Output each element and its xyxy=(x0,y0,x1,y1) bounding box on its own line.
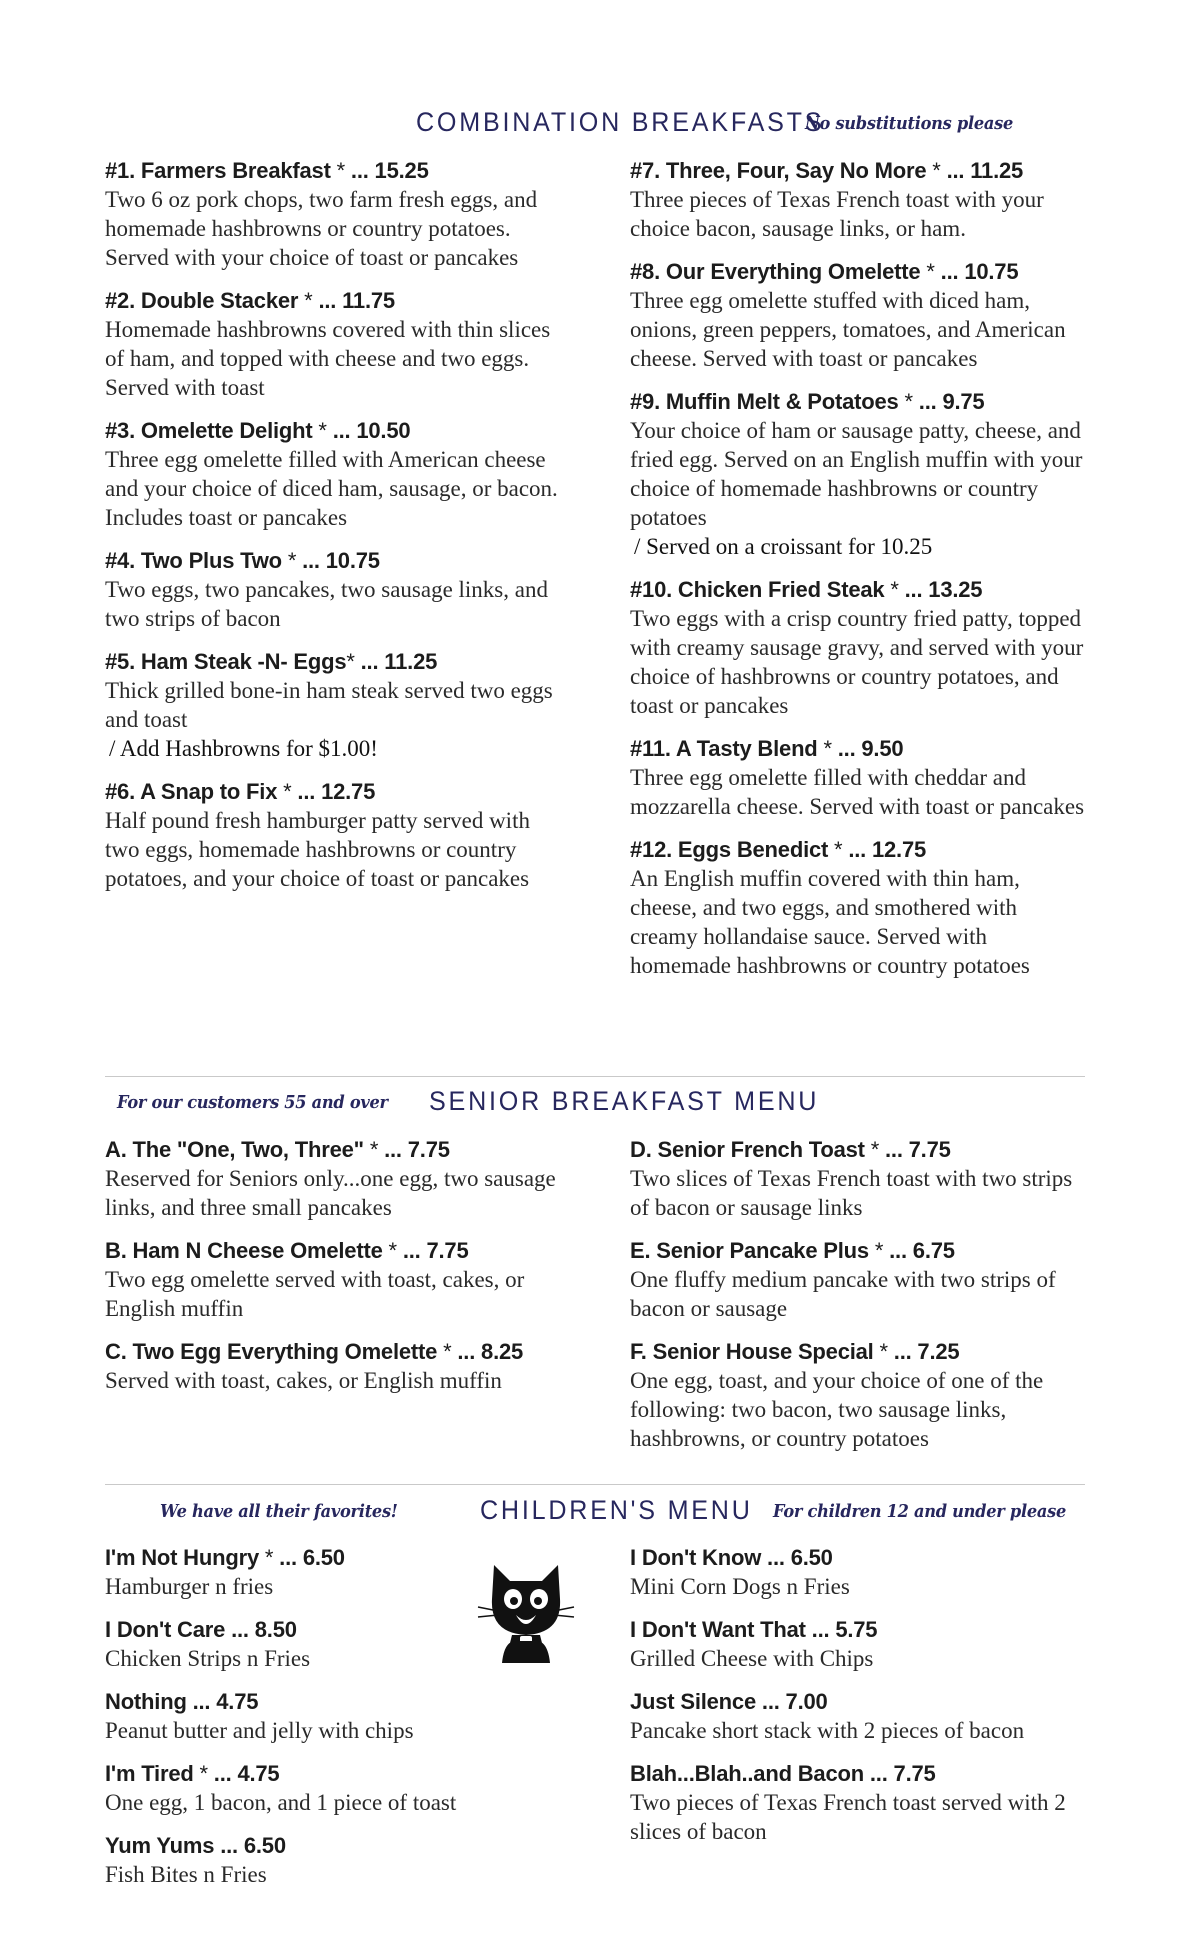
kids-header xyxy=(105,1490,1085,1530)
combo-note: No substitutions please xyxy=(805,113,1013,134)
item-description: Chicken Strips n Fries xyxy=(105,1646,311,1671)
kids-note-right: For children 12 and under please xyxy=(773,1501,1067,1522)
senior-note: For our customers 55 and over xyxy=(117,1092,388,1113)
item-title: E. Senior Pancake Plus * ... 6.75 xyxy=(630,1238,955,1263)
item-title: #9. Muffin Melt & Potatoes * ... 9.75 xyxy=(630,389,985,414)
menu-item xyxy=(105,1831,565,1889)
item-title: C. Two Egg Everything Omelette * ... 8.25 xyxy=(105,1339,524,1364)
menu-item xyxy=(630,1543,1090,1601)
kids-note-left: We have all their favorites! xyxy=(160,1501,398,1522)
item-description: Fish Bites n Fries xyxy=(105,1862,267,1887)
kids-heading: CHILDREN'S MENU xyxy=(480,1495,753,1525)
kids-right-column xyxy=(630,1543,1090,1860)
item-description: Two eggs with a crisp country fried patty, topped with creamy sausage gravy, and served with your choice of hashbrowns or country potatoes, and toast or pancakes xyxy=(630,606,1084,718)
menu-item xyxy=(630,734,1090,821)
item-title: #4. Two Plus Two * ... 10.75 xyxy=(105,548,380,573)
item-title: #8. Our Everything Omelette * ... 10.75 xyxy=(630,259,1019,284)
menu-item xyxy=(630,1615,1090,1673)
menu-item xyxy=(105,1687,565,1745)
menu-item xyxy=(630,1337,1090,1453)
menu-item xyxy=(105,416,565,532)
menu-item xyxy=(630,1687,1090,1745)
item-title: #11. A Tasty Blend * ... 9.50 xyxy=(630,736,904,761)
item-description: Two slices of Texas French toast with two strips of bacon or sausage links xyxy=(630,1166,1073,1220)
item-description: Two egg omelette served with toast, cakes, or English muffin xyxy=(105,1267,525,1321)
item-description: Homemade hashbrowns covered with thin slices of ham, and topped with cheese and two eggs. Served with toast xyxy=(105,317,551,400)
menu-item xyxy=(105,777,565,893)
item-title: I'm Not Hungry * ... 6.50 xyxy=(105,1545,345,1570)
menu-item xyxy=(630,257,1090,373)
senior-header xyxy=(105,1081,1085,1121)
menu-item xyxy=(630,835,1090,980)
menu-item xyxy=(105,647,565,763)
menu-item xyxy=(630,1759,1090,1846)
item-title: Yum Yums ... 6.50 xyxy=(105,1833,286,1858)
combo-heading: COMBINATION BREAKFASTS xyxy=(416,107,825,137)
item-description: Two eggs, two pancakes, two sausage links, and two strips of bacon xyxy=(105,577,548,631)
item-description: Peanut butter and jelly with chips xyxy=(105,1718,414,1743)
menu-item xyxy=(105,546,565,633)
senior-heading: SENIOR BREAKFAST MENU xyxy=(429,1086,820,1116)
menu-item xyxy=(105,1337,565,1395)
menu-item xyxy=(105,1135,565,1222)
item-title: A. The "One, Two, Three" * ... 7.75 xyxy=(105,1137,450,1162)
item-title: #12. Eggs Benedict * ... 12.75 xyxy=(630,837,927,862)
cat-face-icon xyxy=(476,1555,576,1665)
item-description: An English muffin covered with thin ham, cheese, and two eggs, and smothered with creamy hollandaise sauce. Served with homemade hashbrowns or country potatoes xyxy=(630,866,1030,978)
item-title: I Don't Want That ... 5.75 xyxy=(630,1617,878,1642)
menu-item xyxy=(630,1236,1090,1323)
menu-item xyxy=(630,387,1090,561)
item-description: Two pieces of Texas French toast served with 2 slices of bacon xyxy=(630,1790,1066,1844)
item-description: Your choice of ham or sausage patty, cheese, and fried egg. Served on an English muffin with your choice of homemade hashbrowns or country potatoes xyxy=(630,418,1083,530)
item-description: One egg, 1 bacon, and 1 piece of toast xyxy=(105,1790,457,1815)
menu-item xyxy=(105,156,565,272)
item-title: F. Senior House Special * ... 7.25 xyxy=(630,1339,960,1364)
item-description: Three pieces of Texas French toast with your choice bacon, sausage links, or ham. xyxy=(630,187,1044,241)
item-title: #10. Chicken Fried Steak * ... 13.25 xyxy=(630,577,983,602)
item-description: Three egg omelette filled with cheddar and mozzarella cheese. Served with toast or pancakes xyxy=(630,765,1085,819)
menu-item xyxy=(105,286,565,402)
item-description: Thick grilled bone-in ham steak served two eggs and toast xyxy=(105,678,553,732)
menu-item xyxy=(630,575,1090,720)
combo-header xyxy=(105,102,1085,142)
menu-item xyxy=(105,1759,565,1817)
senior-right-column xyxy=(630,1135,1090,1467)
menu-item xyxy=(630,1135,1090,1222)
item-addon: / Add Hashbrowns for $1.00! xyxy=(109,736,378,761)
menu-item xyxy=(105,1236,565,1323)
item-title: #7. Three, Four, Say No More * ... 11.25 xyxy=(630,158,1024,183)
item-description: Two 6 oz pork chops, two farm fresh eggs, and homemade hashbrowns or country potatoes. Served with your choice of toast or pancakes xyxy=(105,187,538,270)
item-title: #5. Ham Steak -N- Eggs* ... 11.25 xyxy=(105,649,438,674)
combo-right-column xyxy=(630,156,1090,994)
item-title: Blah...Blah..and Bacon ... 7.75 xyxy=(630,1761,936,1786)
combo-left-column xyxy=(105,156,565,907)
item-title: Nothing ... 4.75 xyxy=(105,1689,259,1714)
item-description: Hamburger n fries xyxy=(105,1574,274,1599)
item-title: I Don't Care ... 8.50 xyxy=(105,1617,297,1642)
item-description: Pancake short stack with 2 pieces of bacon xyxy=(630,1718,1025,1743)
item-description: One fluffy medium pancake with two strips of bacon or sausage xyxy=(630,1267,1056,1321)
item-description: Mini Corn Dogs n Fries xyxy=(630,1574,850,1599)
item-title: D. Senior French Toast * ... 7.75 xyxy=(630,1137,951,1162)
item-description: One egg, toast, and your choice of one of the following: two bacon, two sausage links, hashbrowns, or country potatoes xyxy=(630,1368,1044,1451)
item-title: #3. Omelette Delight * ... 10.50 xyxy=(105,418,411,443)
item-title: I Don't Know ... 6.50 xyxy=(630,1545,833,1570)
item-title: #1. Farmers Breakfast * ... 15.25 xyxy=(105,158,429,183)
section-divider xyxy=(105,1076,1085,1077)
item-title: Just Silence ... 7.00 xyxy=(630,1689,828,1714)
menu-item xyxy=(630,156,1090,243)
item-title: I'm Tired * ... 4.75 xyxy=(105,1761,280,1786)
senior-left-column xyxy=(105,1135,565,1409)
item-description: Three egg omelette stuffed with diced ham, onions, green peppers, tomatoes, and American cheese. Served with toast or pancakes xyxy=(630,288,1066,371)
item-description: Grilled Cheese with Chips xyxy=(630,1646,874,1671)
item-title: #6. A Snap to Fix * ... 12.75 xyxy=(105,779,376,804)
section-divider xyxy=(105,1484,1085,1485)
item-addon: / Served on a croissant for 10.25 xyxy=(634,534,933,559)
item-title: #2. Double Stacker * ... 11.75 xyxy=(105,288,395,313)
item-description: Served with toast, cakes, or English muffin xyxy=(105,1368,502,1393)
item-description: Half pound fresh hamburger patty served with two eggs, homemade hashbrowns or country potatoes, and your choice of toast or pancakes xyxy=(105,808,530,891)
item-description: Reserved for Seniors only...one egg, two sausage links, and three small pancakes xyxy=(105,1166,556,1220)
item-description: Three egg omelette filled with American cheese and your choice of diced ham, sausage, or bacon. Includes toast or pancakes xyxy=(105,447,558,530)
item-title: B. Ham N Cheese Omelette * ... 7.75 xyxy=(105,1238,469,1263)
